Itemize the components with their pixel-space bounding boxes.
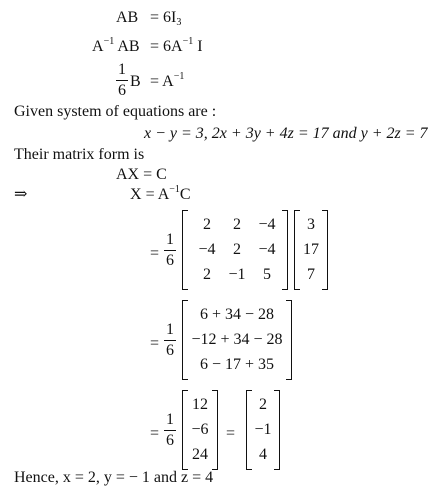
- eq1-rhs: = $6I_3$: [150, 9, 182, 28]
- implies-arrow: ⇒: [14, 186, 28, 203]
- given-text: Given system of equations are :: [14, 103, 217, 120]
- adjoint-matrix: [182, 210, 288, 290]
- eq-sign-2: =: [150, 335, 160, 352]
- expanded-vector: [182, 300, 292, 380]
- fraction-one-sixth: 1 6: [118, 61, 126, 99]
- vector-cell: 4: [259, 446, 267, 463]
- vector-cell: −12 + 34 − 28: [191, 331, 283, 348]
- fraction-one-sixth-1: 1 6: [166, 231, 174, 269]
- matrix-form-text: Their matrix form is: [14, 146, 145, 163]
- matrix-cell: −4: [258, 241, 276, 258]
- vector-cell: 2: [259, 396, 267, 413]
- vector-cell: −6: [191, 421, 209, 438]
- matrix-cell: −1: [228, 266, 246, 283]
- fraction-one-sixth-3: 1 6: [166, 411, 174, 449]
- vector-cell: 17: [303, 241, 319, 258]
- vector-cell: 6 + 34 − 28: [199, 306, 275, 323]
- scaled-result-vector: [182, 390, 218, 470]
- eq3-lhs-b: B: [130, 73, 141, 90]
- vector-cell: 7: [307, 266, 315, 283]
- eq1-lhs: AB: [116, 9, 139, 26]
- eq2-rhs: = $6A^{-1}$ I: [150, 36, 203, 55]
- ax-eq-c: AX = C: [116, 166, 167, 183]
- x-eq-ainvc: $X = A^{-1}C$: [130, 184, 191, 203]
- fraction-one-sixth-2: 1 6: [166, 321, 174, 359]
- eq3-rhs: = $A^{-1}$: [150, 71, 185, 90]
- equations-text: x − y = 3, 2x + 3y + 4z = 17 and y + 2z = 7: [144, 125, 428, 142]
- result-vector: [246, 390, 280, 470]
- eq2-lhs: $A^{-1}$ AB: [92, 36, 140, 55]
- vector-cell: −1: [254, 421, 272, 438]
- matrix-cell: 2: [233, 216, 241, 233]
- c-vector: [294, 210, 328, 290]
- eq-sign-1: =: [150, 245, 160, 262]
- eq-sign-4: =: [226, 425, 236, 442]
- matrix-cell: 2: [233, 241, 241, 258]
- vector-cell: 12: [192, 396, 208, 413]
- matrix-cell: 2: [203, 266, 211, 283]
- eq-sign-3: =: [150, 425, 160, 442]
- vector-cell: 24: [192, 446, 208, 463]
- matrix-cell: −4: [258, 216, 276, 233]
- conclusion-text: Hence, x = 2, y = − 1 and z = 4: [14, 469, 214, 486]
- matrix-cell: 2: [203, 216, 211, 233]
- vector-cell: 6 − 17 + 35: [199, 356, 275, 373]
- matrix-cell: 5: [263, 266, 271, 283]
- matrix-cell: −4: [198, 241, 216, 258]
- vector-cell: 3: [307, 216, 315, 233]
